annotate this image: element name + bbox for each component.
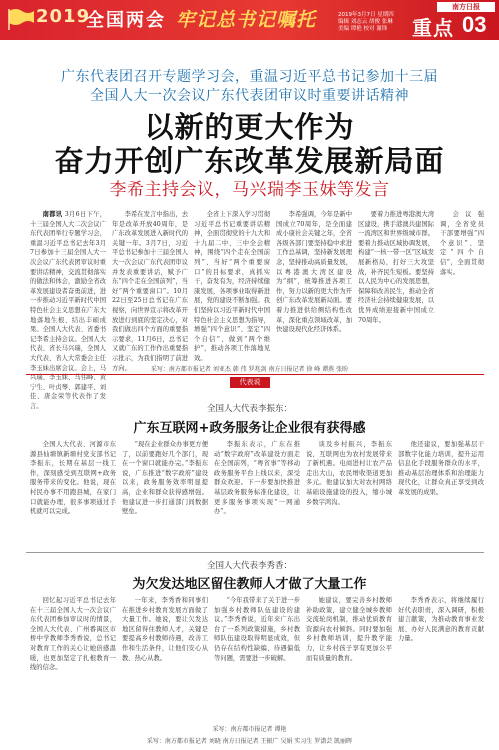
year-label: 2019	[36, 6, 91, 27]
story-three-column-3	[214, 596, 300, 714]
divider	[26, 552, 484, 553]
column-text: 他还建议，要加强基层干部数字化能力培训，提升运用信息化手段服务群众的水平，推动基层治理体系和治理能力现代化，让群众真正享受到改革发展的成果。	[398, 441, 484, 496]
column-text: 谈及乡村振兴，李振东说，互联网也为农村发展带来了新机遇。电商进村让农产品走出大山，农民增收渠道更加多元。他建议加大对农村网络基础设施建设的投入，缩小城乡数字鸿沟。	[306, 441, 392, 506]
column-text: 她建议，要完善乡村教师补助政策，建立健全城乡教师交流轮岗机制，推动优质教育资源向农村倾斜。同时要加强乡村教师培训，提升教学能力，让乡村孩子享有更加公平而有质量的教育。	[306, 597, 392, 662]
divider	[26, 374, 484, 375]
column-text: 李振东表示，广东在推动“数字政府”改革建设方面走在全国前列，“粤省事”等移动政务服务平台上线以来，深受群众欢迎。下一步要加快推进基层政务服务标准化建设，让更多服务事项实现“一网通办”。	[214, 441, 300, 516]
page-number: 03	[462, 12, 487, 37]
story-three-column-5	[398, 596, 484, 714]
editors-line: 编辑 刘志云 胡俊 张琳	[338, 19, 393, 25]
column-text: 一年来，李秀香和同事们在推进乡村教育发展方面做了大量工作。她说，要让欠发达地区留得住教师人才，关键是要提高乡村教师待遇，改善工作和生活条件，让他们安心从教、热心从教。	[122, 597, 208, 662]
story-three-credit: 采写：南方都市报记者 刘晓 南方日报记者 王振广 吴娟 实习生 罗潇芸 凯丽晖	[146, 738, 353, 745]
story-two-column-3	[214, 440, 300, 532]
story-two-column-5	[398, 440, 484, 532]
main-subtitle: 李希主持会议，马兴瑞李玉妹等发言	[109, 180, 390, 200]
lead-tag: 南都讯	[42, 211, 63, 218]
column-text: “现在企业群众办事更方便了，以前要跑好几个部门，现在一个窗口就能办完。”李振东说，广东推进“数字政府”建设以来，政务服务效率明显提高，企业和群众获得感增强。他建议进一步打通部门间数据壁垒。	[122, 441, 208, 516]
main-kicker-line-1: 广东代表团召开专题学习会，重温习近平总书记参加十三届	[61, 69, 438, 85]
section-tab: 代表说	[230, 377, 270, 388]
flag-icon	[6, 7, 36, 31]
column-text: 全国人大代表、河源市东源县仙塘镇新塘村党支部书记李振东，长期在基层一线工作，深刻感受到互联网+政务服务带来的变化。他说，现在村民办事不用跑县城，在家门口就能办理，很多事项通过手机就可以完成。	[30, 441, 116, 516]
story-three-column-4	[306, 596, 392, 714]
main-column-5	[358, 210, 434, 360]
column-text: 回忆起习近平总书记去年在十三届全国人大一次会议广东代表团参加审议时的情景，全国人大代表、广州番禺区市桥中学教师李秀香说，总书记对教育工作的关心让她倍感温暖，也更加坚定了扎根教育一线的信念。	[30, 597, 116, 672]
story-three-column-2	[122, 596, 208, 714]
date-block	[338, 12, 410, 33]
column-text: 全省上下深入学习贯彻习近平总书记重要讲话精神，全面贯彻党的十九大和十九届二中、三中全会精神，围绕“四个走在全国前列”、当好“两个重要窗口”的目标要求，真抓实干，奋发有为，经济持续健康发展，各项事业取得新进展，党的建设不断加强。我们坚持以习近平新时代中国特色社会主义思想为指导，增强“四个意识”、坚定“四个自信”、做到“两个维护”，推动各项工作落地见效。	[194, 211, 270, 362]
column-text: 要着力推进粤港澳大湾区建设，携手港澳共建国际一流湾区和世界级城市群。要着力推动区域协调发展，构建“一核一带一区”区域发展新格局，打好三大攻坚战，补齐民生短板。要坚持以人民为中心的发展思想，保障和改善民生，推动全省经济社会持续健康发展，以优异成绩迎接新中国成立70周年。	[358, 211, 434, 324]
section-label: 重点	[412, 16, 454, 40]
column-text: 会议强调，全省党员干部要增强“四个意识”、坚定“四个自信”，全面贯彻落实。	[440, 211, 484, 276]
story-two-headline: 广东互联网+政务服务让企业很有获得感	[133, 421, 366, 436]
story-two-column-4	[306, 440, 392, 532]
story-three-kicker: 全国人大代表李秀香：	[206, 561, 292, 571]
column-text: 3月6日下午，十三届全国人大二次会议广东代表团举行专题学习会，重温习近平总书记去年3月7日参加十三届全国人大一次会议广东代表团审议时重要讲话精神，交流贯彻落实的做法和体会，激励全省改革发展建设者奋勇前进，进一步推动习近平新时代中国特色社会主义思想在广东大地落地生根、结出丰硕成果。全国人大代表、省委书记李希主持会议。全国人大代表、省长马兴瑞，全国人大代表、省人大常委会主任李玉妹出席会议。会上，马兴瑞、李玉妹、马伟峰、黄宁生、叶贞琴、郭建平、刘佳、唐金荣等代表作了发言。	[30, 211, 107, 410]
paper-logo: 南方日报	[437, 2, 495, 12]
story-three-headline: 为欠发达地区留住教师人才做了大量工作	[132, 577, 367, 592]
story-two-column-2	[122, 440, 208, 532]
main-credit: 采写：南方都市报记者 刘亚杰 韩 伟 罗兆剑 南方日报记者 徐 峰 谭燕 张盼	[150, 366, 349, 373]
main-column-4	[276, 210, 352, 360]
column-text: 李秀香表示，将继续履行好代表职责，深入调研，积极建言献策，为推动教育事业发展、办好人民满意的教育贡献力量。	[398, 597, 484, 643]
date-line: 2019年3月7日 星期四	[338, 12, 394, 18]
story-three-column-1	[30, 596, 116, 714]
column-text: 李希在发言中指出，去年是改革开放40周年，是广东改革发展进入新时代的关键一年。3月7日，习近平总书记参加十三届全国人大一次会议广东代表团审议并发表重要讲话，赋予广东“四个走在全国前列”，当好“两个重要窗口”。10月22日至25日总书记在广东视察，向世界宣示将改革开放进行到底的坚定决心，对我们做出四个方面的重要指示要求，11月6日，总书记又就广东的工作作出重要指示批示，为我们指明了前进方向。	[112, 211, 188, 372]
column-text: 李希强调，今年是新中国成立70周年，是全面建成小康社会关键之年，全省各级各部门要坚持稳中求进工作总基调，坚持新发展理念，坚持推动高质量发展，以粤港澳大湾区建设为“纲”，统筹推进各项工作，努力以新的更大作为开创广东改革发展新局面。要着力推进供给侧结构性改革，深化重点领域改革，加快建设现代化经济体系。	[276, 211, 352, 334]
column-text: “今年我带来了关于进一步加强乡村教师队伍建设的建议。”李秀香说，近年来广东出台了一系列政策措施，乡村教师队伍建设取得明显成效，但仍存在结构性缺编、待遇偏低等问题，需要进一步破解。	[214, 597, 300, 662]
story-two-column-1	[30, 440, 116, 532]
main-column-2	[112, 210, 188, 372]
story-two-credit: 采写：南方都市报记者 谭艳	[212, 726, 287, 733]
main-column-3	[194, 210, 270, 360]
main-column-6	[440, 210, 484, 360]
designers-line: 美编 谭艳 校对 谢锋	[338, 26, 388, 32]
main-headline-line-1: 以新的更大作为	[144, 110, 355, 144]
slogan: 牢记总书记嘱托	[176, 9, 317, 31]
main-kicker-line-2: 全国人大一次会议广东代表团审议时重要讲话精神	[90, 88, 409, 104]
story-two-kicker: 全国人大代表李振东：	[206, 404, 292, 414]
main-column-1	[30, 210, 107, 410]
conference-label: 全国两会	[86, 10, 166, 31]
main-headline-line-2: 奋力开创广东改革发展新局面	[54, 144, 445, 178]
masthead-banner	[0, 0, 499, 40]
